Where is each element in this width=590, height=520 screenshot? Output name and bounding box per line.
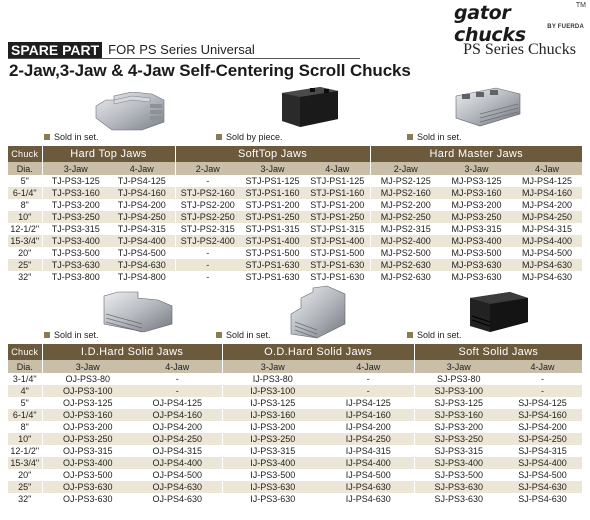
od-hard-solid-jaws-image bbox=[287, 284, 351, 340]
part-number-cell: STJ-PS1-630 bbox=[305, 259, 370, 271]
series-label: PS Series Chucks bbox=[463, 41, 576, 58]
part-number-cell: OJ-PS4-160 bbox=[133, 409, 222, 421]
part-number-cell: OJ-PS3-315 bbox=[42, 445, 133, 457]
part-number-cell: MJ-PS4-630 bbox=[512, 271, 582, 283]
part-number-cell: MJ-PS3-630 bbox=[441, 271, 512, 283]
chuck-size-cell: 25" bbox=[8, 259, 42, 271]
heading-underline bbox=[8, 58, 360, 59]
dia-header: Dia. bbox=[8, 360, 42, 373]
chuck-size-cell: 15-3/4" bbox=[8, 235, 42, 247]
table-row bbox=[8, 481, 582, 493]
part-number-cell: MJ-PS2-125 bbox=[370, 175, 441, 187]
caption-id-hard: Sold in set. bbox=[44, 330, 99, 340]
spare-part-for-text: FOR PS Series Universal bbox=[108, 42, 255, 57]
column-header: 4-Jaw bbox=[323, 360, 414, 373]
part-number-cell: MJ-PS3-250 bbox=[441, 211, 512, 223]
top-table-sub-header bbox=[8, 162, 582, 175]
part-number-cell: IJ-PS3-250 bbox=[222, 433, 323, 445]
spare-part-heading bbox=[8, 42, 255, 58]
part-number-cell: OJ-PS3-400 bbox=[42, 457, 133, 469]
part-number-cell: STJ-PS2-315 bbox=[175, 223, 240, 235]
group-od-hard-solid-jaws: O.D.Hard Solid Jaws bbox=[222, 344, 414, 360]
table-row bbox=[8, 247, 582, 259]
part-number-cell: STJ-PS1-250 bbox=[240, 211, 305, 223]
part-number-cell: IJ-PS4-250 bbox=[323, 433, 414, 445]
part-number-cell: IJ-PS3-400 bbox=[222, 457, 323, 469]
table-row bbox=[8, 223, 582, 235]
part-number-cell: STJ-PS2-250 bbox=[175, 211, 240, 223]
table-row bbox=[8, 259, 582, 271]
part-number-cell: TJ-PS3-250 bbox=[42, 211, 109, 223]
table-row bbox=[8, 199, 582, 211]
part-number-cell: - bbox=[175, 259, 240, 271]
part-number-cell: SJ-PS3-400 bbox=[414, 457, 503, 469]
part-number-cell: IJ-PS4-630 bbox=[323, 481, 414, 493]
part-number-cell: - bbox=[323, 385, 414, 397]
part-number-cell: STJ-PS1-630 bbox=[240, 259, 305, 271]
bullet-square-icon bbox=[44, 332, 50, 338]
column-header: 4-Jaw bbox=[305, 162, 370, 175]
table-row bbox=[8, 235, 582, 247]
part-number-cell: TJ-PS4-250 bbox=[109, 211, 175, 223]
part-number-cell: STJ-PS1-630 bbox=[240, 271, 305, 283]
part-number-cell: MJ-PS2-500 bbox=[370, 247, 441, 259]
part-number-cell: MJ-PS2-630 bbox=[370, 259, 441, 271]
part-number-cell: OJ-PS3-630 bbox=[42, 493, 133, 505]
part-number-cell: TJ-PS3-200 bbox=[42, 199, 109, 211]
part-number-cell: MJ-PS3-400 bbox=[441, 235, 512, 247]
chuck-size-cell: 12-1/2" bbox=[8, 445, 42, 457]
part-number-cell: OJ-PS3-160 bbox=[42, 409, 133, 421]
part-number-cell: SJ-PS4-125 bbox=[503, 397, 582, 409]
part-number-cell: - bbox=[175, 175, 240, 187]
part-number-cell: SJ-PS3-200 bbox=[414, 421, 503, 433]
part-number-cell: STJ-PS1-315 bbox=[305, 223, 370, 235]
part-number-cell: SJ-PS3-630 bbox=[414, 481, 503, 493]
part-number-cell: MJ-PS2-400 bbox=[370, 235, 441, 247]
part-number-cell: IJ-PS4-630 bbox=[323, 493, 414, 505]
bullet-square-icon bbox=[407, 134, 413, 140]
part-number-cell: IJ-PS3-200 bbox=[222, 421, 323, 433]
part-number-cell: SJ-PS4-500 bbox=[503, 469, 582, 481]
chuck-size-cell: 5" bbox=[8, 175, 42, 187]
part-number-cell: MJ-PS4-200 bbox=[512, 199, 582, 211]
part-number-cell: TJ-PS4-200 bbox=[109, 199, 175, 211]
chuck-size-cell: 4" bbox=[8, 385, 42, 397]
part-number-cell: MJ-PS2-200 bbox=[370, 199, 441, 211]
group-soft-top-jaws: SoftTop Jaws bbox=[175, 146, 370, 162]
part-number-cell: OJ-PS4-630 bbox=[133, 481, 222, 493]
caption-soft-top: Sold by piece. bbox=[216, 132, 283, 142]
caption-hard-top: Sold in set. bbox=[44, 132, 99, 142]
table-row bbox=[8, 433, 582, 445]
spare-part-label: SPARE PART bbox=[8, 42, 102, 58]
table-row bbox=[8, 469, 582, 481]
part-number-cell: SJ-PS4-250 bbox=[503, 433, 582, 445]
table-row bbox=[8, 421, 582, 433]
part-number-cell: STJ-PS2-400 bbox=[175, 235, 240, 247]
column-header: 4-Jaw bbox=[503, 360, 582, 373]
part-number-cell: OJ-PS3-250 bbox=[42, 433, 133, 445]
part-number-cell: MJ-PS3-125 bbox=[441, 175, 512, 187]
part-number-cell: IJ-PS3-630 bbox=[222, 481, 323, 493]
part-number-cell: IJ-PS3-125 bbox=[222, 397, 323, 409]
soft-top-jaws-image bbox=[280, 85, 340, 130]
part-number-cell: STJ-PS1-630 bbox=[305, 271, 370, 283]
part-number-cell: IJ-PS3-315 bbox=[222, 445, 323, 457]
part-number-cell: MJ-PS3-200 bbox=[441, 199, 512, 211]
caption-od-hard: Sold in set. bbox=[216, 330, 271, 340]
part-number-cell: OJ-PS3-500 bbox=[42, 469, 133, 481]
table-row bbox=[8, 271, 582, 283]
part-number-cell: OJ-PS3-200 bbox=[42, 421, 133, 433]
table-row bbox=[8, 385, 582, 397]
part-number-cell: TJ-PS3-400 bbox=[42, 235, 109, 247]
part-number-cell: OJ-PS4-500 bbox=[133, 469, 222, 481]
part-number-cell: IJ-PS3-630 bbox=[222, 493, 323, 505]
chuck-size-cell: 8" bbox=[8, 421, 42, 433]
part-number-cell: SJ-PS3-125 bbox=[414, 397, 503, 409]
part-number-cell: OJ-PS4-315 bbox=[133, 445, 222, 457]
caption-soft-solid: Sold in set. bbox=[407, 330, 462, 340]
part-number-cell: TJ-PS3-800 bbox=[42, 271, 109, 283]
part-number-cell: TJ-PS3-630 bbox=[42, 259, 109, 271]
chuck-header: Chuck bbox=[8, 146, 42, 162]
part-number-cell: OJ-PS3-125 bbox=[42, 397, 133, 409]
group-hard-top-jaws: Hard Top Jaws bbox=[42, 146, 175, 162]
column-header: 3-Jaw bbox=[42, 360, 133, 373]
part-number-cell: TJ-PS4-630 bbox=[109, 259, 175, 271]
part-number-cell: MJ-PS3-630 bbox=[441, 259, 512, 271]
part-number-cell: TJ-PS3-125 bbox=[42, 175, 109, 187]
gator-chucks-logo bbox=[454, 2, 586, 46]
part-number-cell: STJ-PS1-500 bbox=[305, 247, 370, 259]
part-number-cell: SJ-PS3-160 bbox=[414, 409, 503, 421]
chuck-size-cell: 10" bbox=[8, 433, 42, 445]
part-number-cell: SJ-PS4-315 bbox=[503, 445, 582, 457]
column-header: 4-Jaw bbox=[512, 162, 582, 175]
part-number-cell: TJ-PS3-500 bbox=[42, 247, 109, 259]
part-number-cell: SJ-PS3-500 bbox=[414, 469, 503, 481]
solid-jaws-table bbox=[8, 344, 582, 505]
part-number-cell: OJ-PS4-200 bbox=[133, 421, 222, 433]
part-number-cell: STJ-PS2-200 bbox=[175, 199, 240, 211]
part-number-cell: OJ-PS3-100 bbox=[42, 385, 133, 397]
part-number-cell: STJ-PS1-125 bbox=[305, 175, 370, 187]
bullet-square-icon bbox=[407, 332, 413, 338]
part-number-cell: MJ-PS4-315 bbox=[512, 223, 582, 235]
part-number-cell: IJ-PS4-125 bbox=[323, 397, 414, 409]
column-header: 2-Jaw bbox=[370, 162, 441, 175]
column-header: 2-Jaw bbox=[175, 162, 240, 175]
page-title: 2-Jaw,3-Jaw & 4-Jaw Self-Centering Scroll Chucks bbox=[9, 61, 411, 80]
table-row bbox=[8, 211, 582, 223]
bullet-square-icon bbox=[44, 134, 50, 140]
part-number-cell: - bbox=[323, 373, 414, 385]
top-jaws-table bbox=[8, 146, 582, 283]
part-number-cell: - bbox=[175, 271, 240, 283]
part-number-cell: - bbox=[503, 385, 582, 397]
table-row bbox=[8, 493, 582, 505]
part-number-cell: TJ-PS4-800 bbox=[109, 271, 175, 283]
column-header: 3-Jaw bbox=[240, 162, 305, 175]
table-row bbox=[8, 397, 582, 409]
part-number-cell: OJ-PS3-630 bbox=[42, 481, 133, 493]
part-number-cell: STJ-PS1-500 bbox=[240, 247, 305, 259]
part-number-cell: IJ-PS4-315 bbox=[323, 445, 414, 457]
chuck-size-cell: 32" bbox=[8, 493, 42, 505]
column-header: 3-Jaw bbox=[441, 162, 512, 175]
part-number-cell: SJ-PS4-200 bbox=[503, 421, 582, 433]
chuck-size-cell: 15-3/4" bbox=[8, 457, 42, 469]
part-number-cell: STJ-PS2-160 bbox=[175, 187, 240, 199]
part-number-cell: STJ-PS1-160 bbox=[305, 187, 370, 199]
group-soft-solid-jaws: Soft Solid Jaws bbox=[414, 344, 582, 360]
column-header: 4-Jaw bbox=[133, 360, 222, 373]
part-number-cell: STJ-PS1-125 bbox=[240, 175, 305, 187]
part-number-cell: MJ-PS2-630 bbox=[370, 271, 441, 283]
part-number-cell: MJ-PS3-160 bbox=[441, 187, 512, 199]
chuck-size-cell: 25" bbox=[8, 481, 42, 493]
part-number-cell: SJ-PS3-80 bbox=[414, 373, 503, 385]
part-number-cell: STJ-PS1-400 bbox=[240, 235, 305, 247]
part-number-cell: MJ-PS4-500 bbox=[512, 247, 582, 259]
part-number-cell: STJ-PS1-200 bbox=[305, 199, 370, 211]
chuck-size-cell: 3-1/4" bbox=[8, 373, 42, 385]
part-number-cell: SJ-PS3-100 bbox=[414, 385, 503, 397]
trademark-mark: TM bbox=[575, 2, 586, 9]
part-number-cell: TJ-PS3-315 bbox=[42, 223, 109, 235]
part-number-cell: TJ-PS4-315 bbox=[109, 223, 175, 235]
part-number-cell: STJ-PS1-250 bbox=[305, 211, 370, 223]
chuck-size-cell: 20" bbox=[8, 247, 42, 259]
part-number-cell: MJ-PS4-250 bbox=[512, 211, 582, 223]
part-number-cell: OJ-PS4-125 bbox=[133, 397, 222, 409]
chuck-size-cell: 32" bbox=[8, 271, 42, 283]
part-number-cell: TJ-PS4-160 bbox=[109, 187, 175, 199]
part-number-cell: TJ-PS4-400 bbox=[109, 235, 175, 247]
column-header: 3-Jaw bbox=[222, 360, 323, 373]
chuck-size-cell: 12-1/2" bbox=[8, 223, 42, 235]
group-hard-master-jaws: Hard Master Jaws bbox=[370, 146, 582, 162]
chuck-size-cell: 5" bbox=[8, 397, 42, 409]
part-number-cell: OJ-PS3-80 bbox=[42, 373, 133, 385]
part-number-cell: SJ-PS4-400 bbox=[503, 457, 582, 469]
hard-top-jaws-image bbox=[92, 92, 170, 132]
bottom-table-group-header bbox=[8, 344, 582, 360]
chuck-size-cell: 10" bbox=[8, 211, 42, 223]
part-number-cell: MJ-PS4-160 bbox=[512, 187, 582, 199]
part-number-cell: OJ-PS4-400 bbox=[133, 457, 222, 469]
part-number-cell: MJ-PS3-500 bbox=[441, 247, 512, 259]
part-number-cell: IJ-PS4-200 bbox=[323, 421, 414, 433]
column-header: 3-Jaw bbox=[42, 162, 109, 175]
part-number-cell: IJ-PS3-100 bbox=[222, 385, 323, 397]
part-number-cell: IJ-PS4-500 bbox=[323, 469, 414, 481]
bullet-square-icon bbox=[216, 332, 222, 338]
part-number-cell: STJ-PS1-200 bbox=[240, 199, 305, 211]
table-row bbox=[8, 445, 582, 457]
table-row bbox=[8, 175, 582, 187]
table-row bbox=[8, 187, 582, 199]
part-number-cell: SJ-PS4-630 bbox=[503, 493, 582, 505]
part-number-cell: - bbox=[133, 373, 222, 385]
part-number-cell: MJ-PS4-125 bbox=[512, 175, 582, 187]
logo-wordmark: gator chucks bbox=[454, 2, 526, 46]
table-row bbox=[8, 373, 582, 385]
part-number-cell: - bbox=[175, 247, 240, 259]
top-table-group-header bbox=[8, 146, 582, 162]
column-header: 3-Jaw bbox=[414, 360, 503, 373]
soft-solid-jaws-image bbox=[466, 290, 532, 336]
id-hard-solid-jaws-image bbox=[98, 288, 178, 336]
logo-subtitle: BY FUERDA bbox=[547, 24, 584, 30]
bottom-table-sub-header bbox=[8, 360, 582, 373]
part-number-cell: IJ-PS3-80 bbox=[222, 373, 323, 385]
part-number-cell: - bbox=[503, 373, 582, 385]
part-number-cell: IJ-PS3-500 bbox=[222, 469, 323, 481]
part-number-cell: - bbox=[133, 385, 222, 397]
part-number-cell: IJ-PS4-400 bbox=[323, 457, 414, 469]
part-number-cell: OJ-PS4-250 bbox=[133, 433, 222, 445]
bullet-square-icon bbox=[216, 134, 222, 140]
part-number-cell: TJ-PS4-125 bbox=[109, 175, 175, 187]
caption-hard-master: Sold in set. bbox=[407, 132, 462, 142]
part-number-cell: MJ-PS4-630 bbox=[512, 259, 582, 271]
hard-master-jaws-image bbox=[450, 86, 525, 130]
part-number-cell: TJ-PS3-160 bbox=[42, 187, 109, 199]
column-header: 4-Jaw bbox=[109, 162, 175, 175]
part-number-cell: IJ-PS3-160 bbox=[222, 409, 323, 421]
part-number-cell: STJ-PS1-400 bbox=[305, 235, 370, 247]
part-number-cell: IJ-PS4-160 bbox=[323, 409, 414, 421]
part-number-cell: SJ-PS4-630 bbox=[503, 481, 582, 493]
part-number-cell: MJ-PS2-160 bbox=[370, 187, 441, 199]
part-number-cell: SJ-PS3-250 bbox=[414, 433, 503, 445]
chuck-size-cell: 20" bbox=[8, 469, 42, 481]
part-number-cell: SJ-PS3-630 bbox=[414, 493, 503, 505]
part-number-cell: SJ-PS4-160 bbox=[503, 409, 582, 421]
dia-header: Dia. bbox=[8, 162, 42, 175]
part-number-cell: STJ-PS1-315 bbox=[240, 223, 305, 235]
part-number-cell: MJ-PS3-315 bbox=[441, 223, 512, 235]
part-number-cell: MJ-PS4-400 bbox=[512, 235, 582, 247]
table-row bbox=[8, 409, 582, 421]
part-number-cell: SJ-PS3-315 bbox=[414, 445, 503, 457]
part-number-cell: OJ-PS4-630 bbox=[133, 493, 222, 505]
chuck-header: Chuck bbox=[8, 344, 42, 360]
part-number-cell: STJ-PS1-160 bbox=[240, 187, 305, 199]
part-number-cell: MJ-PS2-315 bbox=[370, 223, 441, 235]
group-id-hard-solid-jaws: I.D.Hard Solid Jaws bbox=[42, 344, 222, 360]
part-number-cell: TJ-PS4-500 bbox=[109, 247, 175, 259]
chuck-size-cell: 6-1/4" bbox=[8, 187, 42, 199]
table-row bbox=[8, 457, 582, 469]
chuck-size-cell: 6-1/4" bbox=[8, 409, 42, 421]
chuck-size-cell: 8" bbox=[8, 199, 42, 211]
part-number-cell: MJ-PS2-250 bbox=[370, 211, 441, 223]
